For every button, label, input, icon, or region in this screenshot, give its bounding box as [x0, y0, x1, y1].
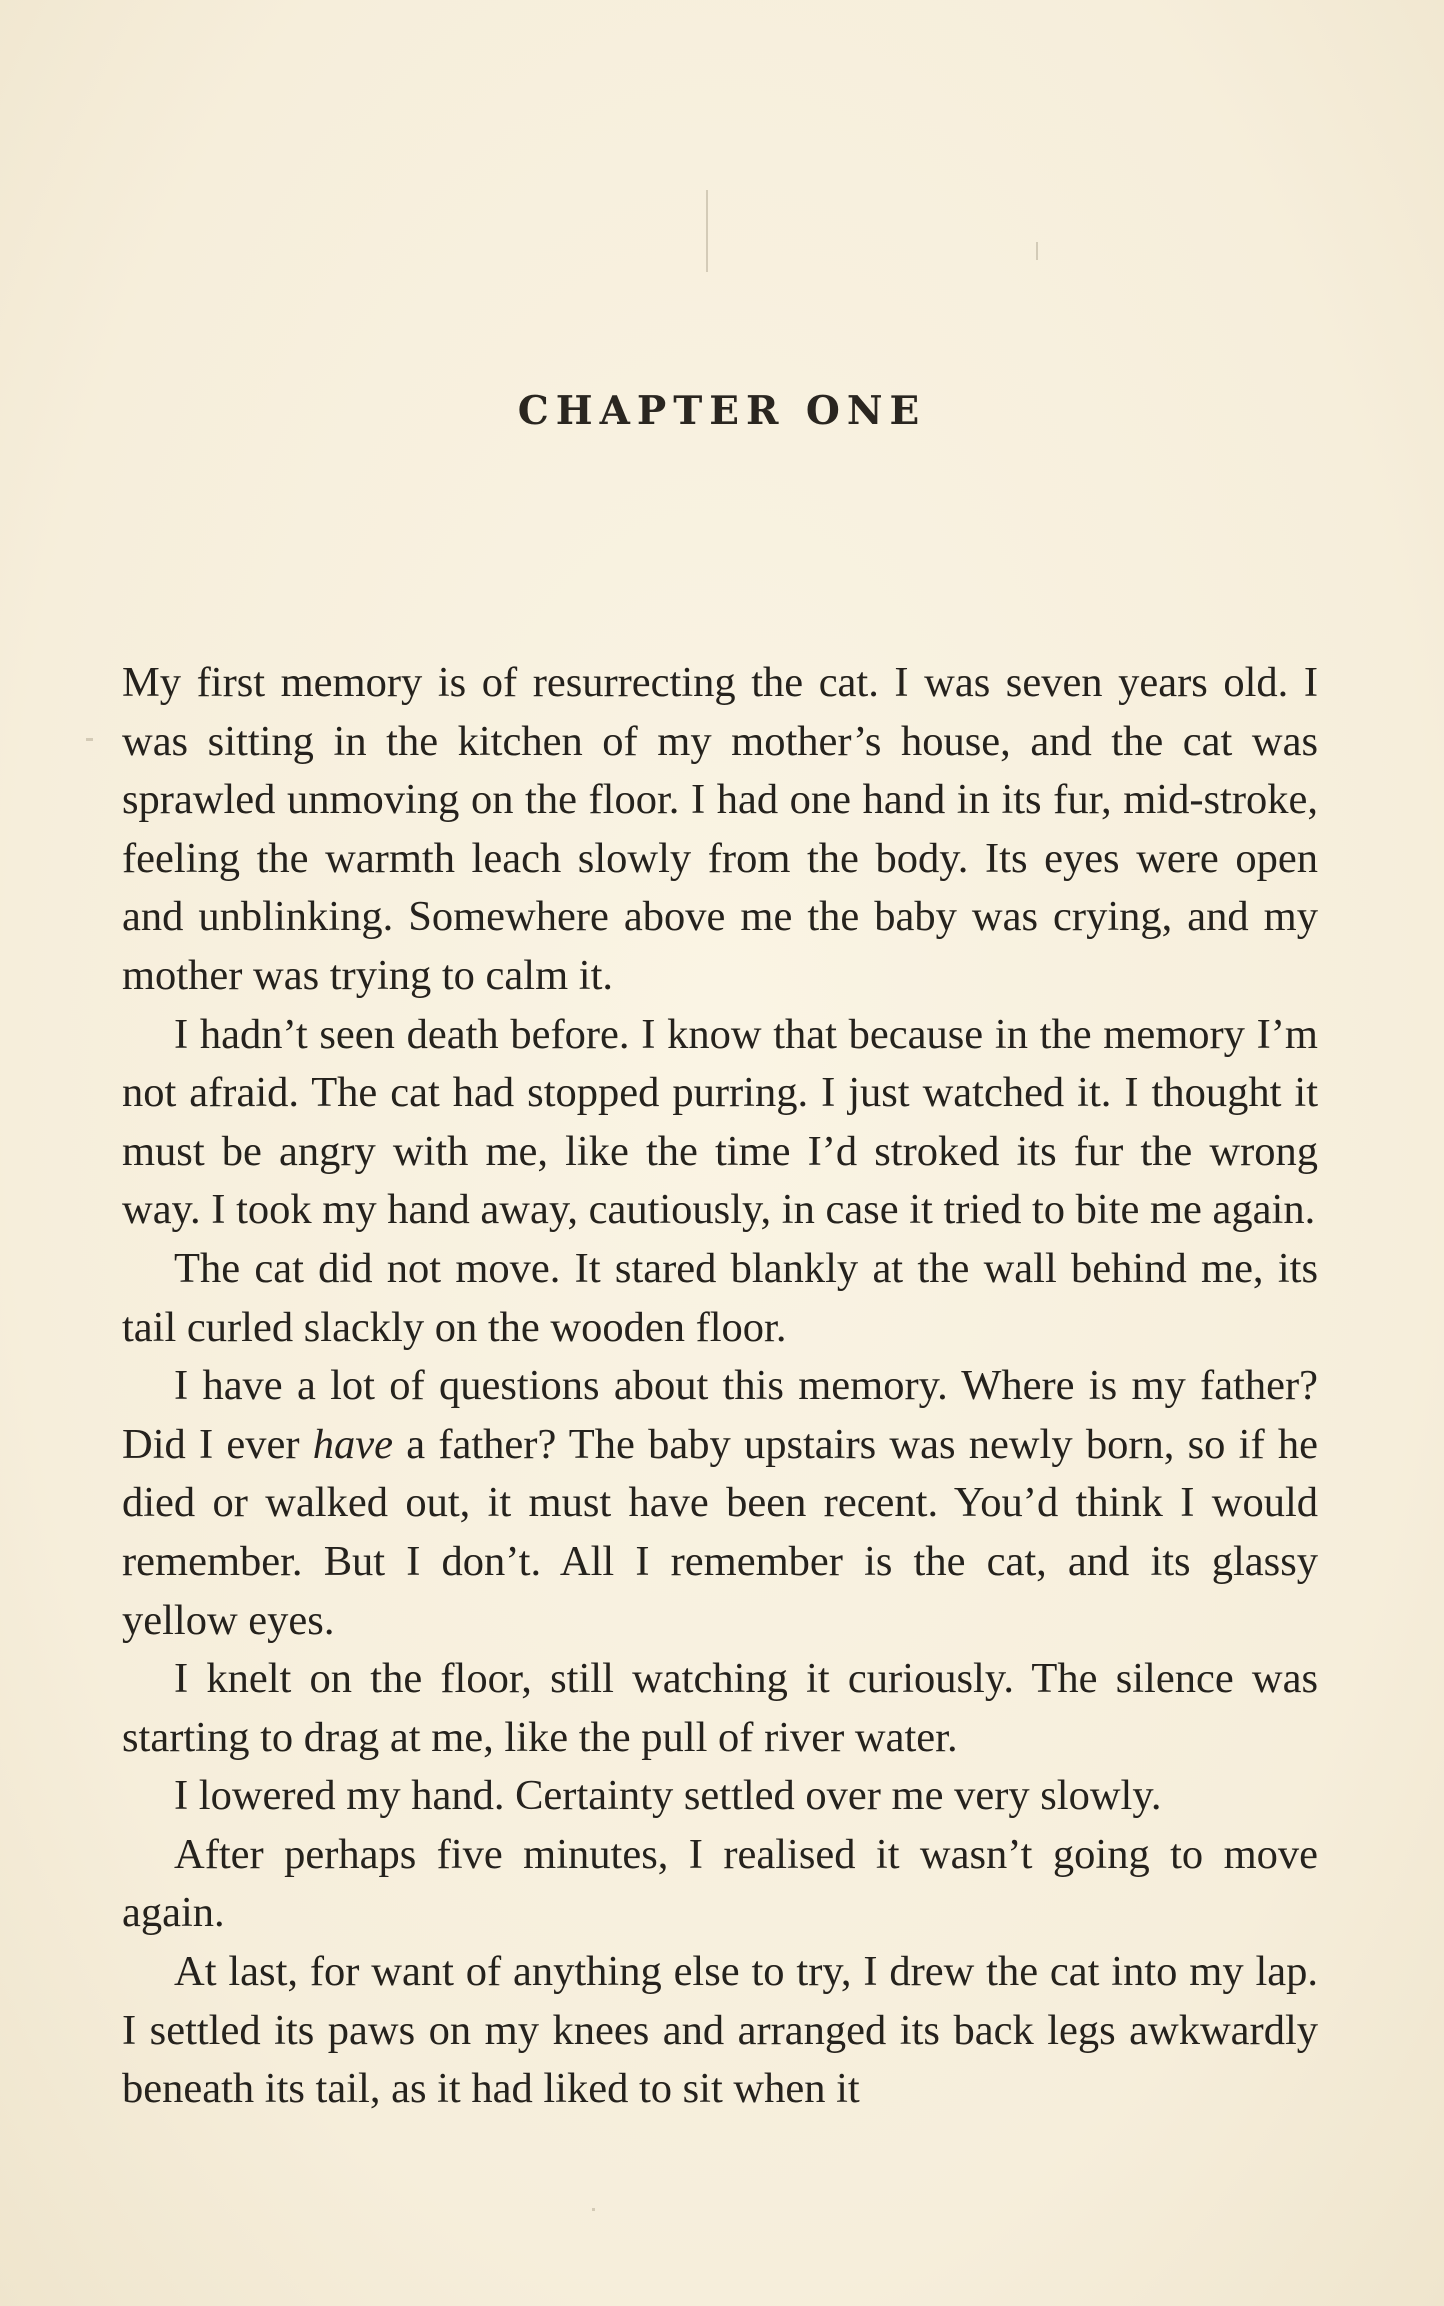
emphasized-word: have [312, 1420, 393, 1468]
paper-speck [1036, 242, 1038, 260]
paragraph: I lowered my hand. Certainty settled over me very slowly. [174, 1772, 1162, 1820]
paragraph-text: I have a lot of questions about this memory. Where is my father? Did I ever [122, 1362, 1318, 1468]
paper-speck [592, 2208, 595, 2211]
paragraph: At last, for want of anything else to try, I drew the cat into my lap. I settled its paws on my knees and arranged its back legs awkwardly beneath its tail, as it had liked to sit when it [122, 1948, 1318, 2113]
paragraph: I knelt on the floor, still watching it curiously. The silence was starting to drag at me, like the pull of river water. [122, 1655, 1318, 1761]
paragraph [122, 1357, 1318, 1650]
paper-speck [706, 190, 708, 272]
chapter-body [122, 654, 1318, 2119]
paragraph: After perhaps five minutes, I realised it wasn’t going to move again. [122, 1830, 1318, 1937]
chapter-title: CHAPTER ONE [517, 388, 927, 435]
paragraph: The cat did not move. It stared blankly at the wall behind me, its tail curled slackly on the wooden floor. [122, 1244, 1318, 1351]
paragraph: My first memory is of resurrecting the cat. I was seven years old. I was sitting in the kitchen of my mother’s house, and the cat was sprawled unmoving on the floor. I had one hand in its fur, mid-stroke, feeling the warmth leach slowly from the body. Its eyes were open and unblinking. Somewhere above me the baby was crying, and my mother was trying to calm it. [122, 659, 1318, 999]
paragraph: I hadn’t seen death before. I know that because in the memory I’m not afraid. The cat had stopped purring. I just watched it. I thought it must be angry with me, like the time I’d stroked its fur the wrong way. I took my hand away, cautiously, in case it tried to bite me again. [122, 1010, 1318, 1234]
paper-speck [86, 738, 93, 741]
paragraph-text: a father? The baby upstairs was newly born, so if he died or walked out, it must have been recent. You’d think I would remember. But I don’t. All I remember is the cat, and its glassy yellow eyes. [122, 1420, 1318, 1644]
